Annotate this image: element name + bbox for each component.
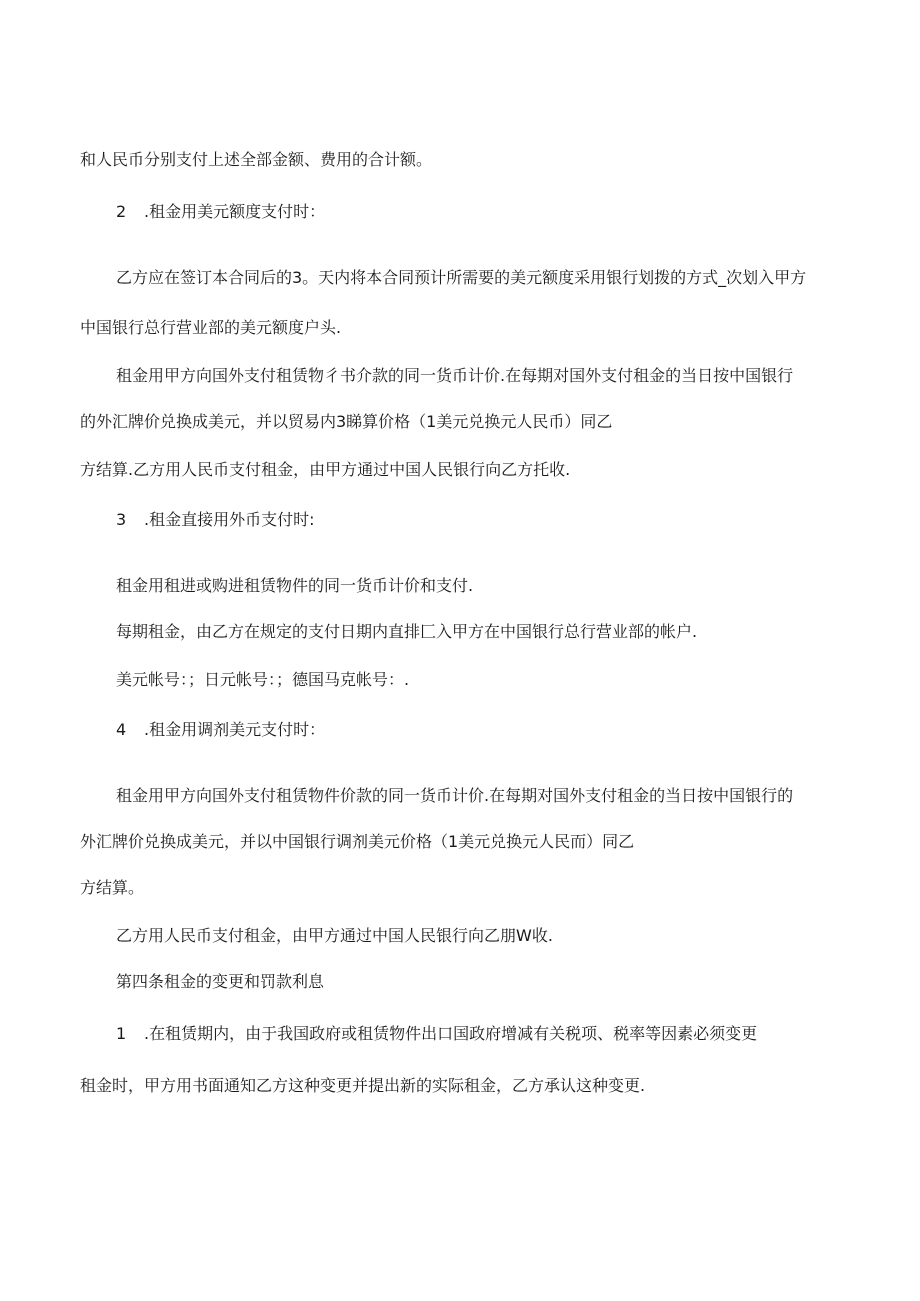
- paragraph-line: 乙方应在签订本合同后的3。天内将本合同预计所需要的美元额度采用银行划拨的方式_次划入甲方: [116, 268, 807, 287]
- paragraph-line: 中国银行总行营业部的美元额度户头.: [80, 318, 342, 337]
- clause-heading: [116, 720, 325, 740]
- paragraph-line: 租金时，甲方用书面通知乙方这种变更并提出新的实际租金，乙方承认这种变更.: [80, 1076, 646, 1095]
- paragraph-line: 的外汇牌价兑换成美元，并以贸易内3睇算价格（1美元兑换元人民币）同乙: [80, 412, 613, 431]
- clause-number: 1: [116, 1024, 127, 1043]
- paragraph-line: 每期租金，由乙方在规定的支付日期内直排匚入甲方在中国银行总行营业部的帐户.: [116, 622, 698, 641]
- paragraph-line: 租金用租进或购进租赁物件的同一货币计价和支付.: [116, 576, 474, 595]
- paragraph-line: 外汇牌价兑换成美元，并以中国银行调剂美元价格（1美元兑换元人民而）同乙: [80, 832, 635, 851]
- paragraph-line: 乙方用人民币支付租金，由甲方通过中国人民银行向乙朋W收.: [116, 926, 553, 945]
- clause-heading: [116, 510, 314, 530]
- clause-title: .租金直接用外币支付时:: [144, 510, 315, 529]
- clause-heading: [116, 1024, 757, 1044]
- paragraph-line: 租金用甲方向国外支付租赁物彳书介款的同一货币计价.在每期对国外支付租金的当日按中国银行: [116, 366, 794, 385]
- clause-number: 2: [116, 202, 127, 221]
- clause-text: .在租赁期内，由于我国政府或租赁物件出口国政府增减有关税项、税率等因素必须变更: [144, 1024, 758, 1043]
- account-numbers: 美元帐号：；日元帐号：；德国马克帐号：.: [116, 670, 410, 689]
- clause-heading: [116, 202, 325, 222]
- clause-title: .租金用美元额度支付时：: [144, 202, 326, 221]
- article-heading: 第四条租金的变更和罚款利息: [116, 972, 325, 991]
- paragraph-line: 方结算。: [80, 878, 145, 897]
- clause-number: 3: [116, 510, 127, 529]
- clause-number: 4: [116, 720, 127, 739]
- paragraph-line: 租金用甲方向国外支付租赁物件价款的同一货币计价.在每期对国外支付租金的当日按中国银行的: [116, 786, 794, 805]
- paragraph-line: 方结算.乙方用人民币支付租金，由甲方通过中国人民银行向乙方托收.: [80, 460, 571, 479]
- paragraph-line: 和人民币分别支付上述全部金额、费用的合计额。: [80, 150, 433, 169]
- clause-title: .租金用调剂美元支付时：: [144, 720, 326, 739]
